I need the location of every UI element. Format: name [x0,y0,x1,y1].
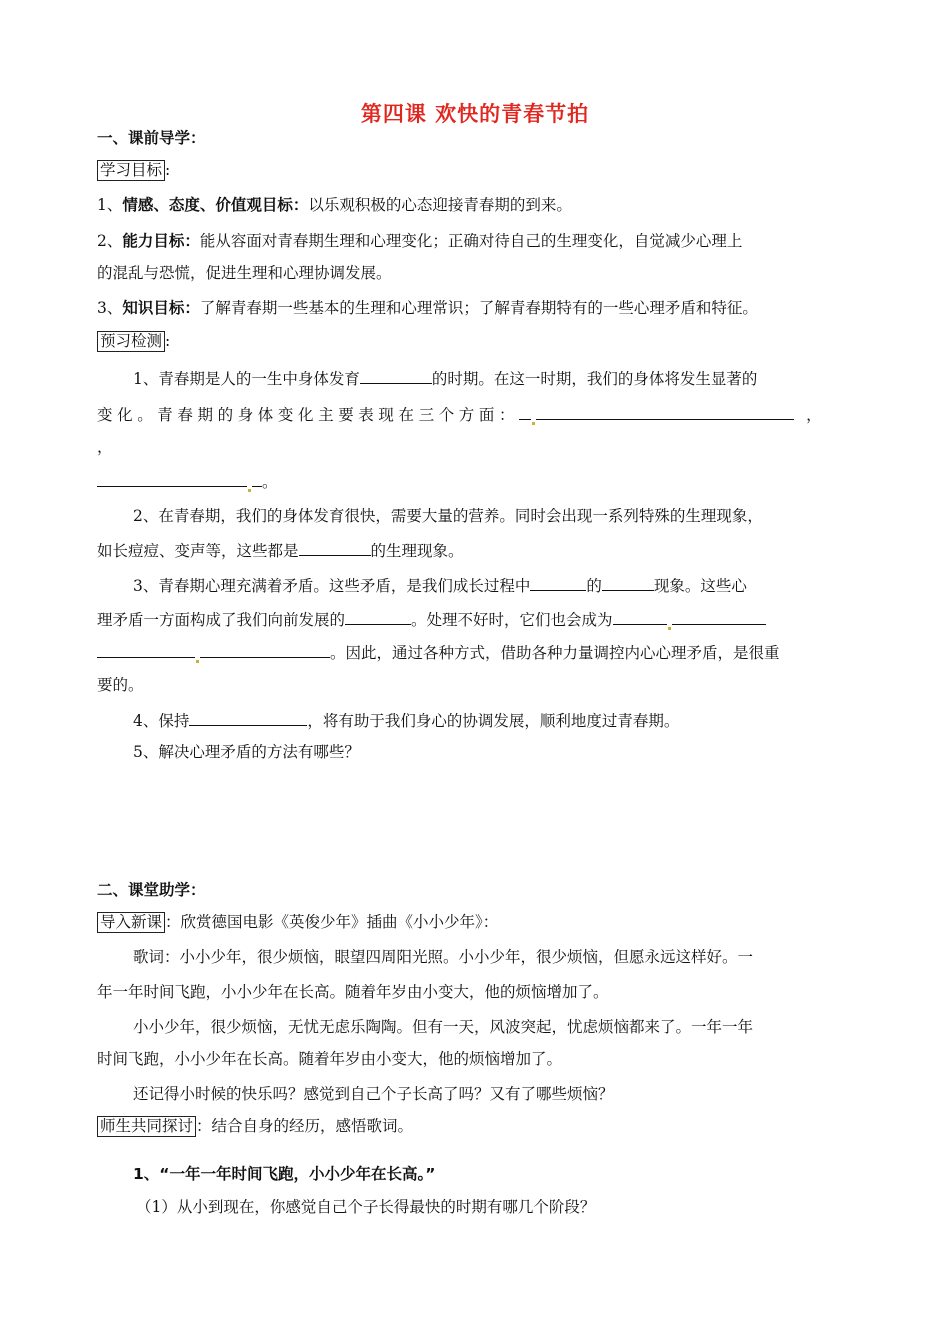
q4-blank[interactable] [189,709,307,726]
q2-text-b: 如长痘痘、变声等，这些都是 [97,542,299,560]
question-3-line4: 要的。 [97,676,144,694]
preview-box: 预习检测 [97,331,165,352]
q3-text-c: 现象。这些心 [653,577,747,595]
q1-text-a: 1、青春期是人的一生中身体发育 [133,370,360,388]
point-1-question: （1）从小到现在，你感觉自己个子长得最快的时期有哪几个阶段？ [136,1198,596,1216]
q4-text-b: ，将有助于我们身心的协调发展，顺利地度过青春期。 [307,712,680,730]
question-2-line1: 2、在青春期，我们的身体发育很快，需要大量的营养。同时会出现一系列特殊的生理现象， [133,507,763,525]
q3-blank-4a[interactable] [613,608,667,625]
mark-dot [668,627,671,630]
q3-blank-1[interactable] [530,574,586,591]
goal-3 [97,298,857,318]
q3-blank-4b[interactable] [672,608,766,625]
section-heading-2: 二、课堂助学： [97,881,206,899]
goals-box: 学习目标 [97,160,165,181]
section-heading-1: 一、课前导学： [97,129,206,147]
mark-dot [532,422,535,425]
q3-text-f: 。因此，通过各种方式，借助各种力量调控内心心理矛盾，是很重 [330,644,780,662]
q1-text-line2: 变化。青春期的身体变化主要表现在三个方面： [97,406,520,424]
mark-dot [248,489,251,492]
goal-1-text: 以乐观积极的心态迎接青春期的到来。 [308,196,572,214]
q1-blank-3b[interactable] [252,470,262,487]
document-title: 第四课 欢快的青春节拍 [360,102,590,126]
q3-text-d: 理矛盾一方面构成了我们向前发展的 [97,611,346,629]
q3-blank-5b[interactable] [200,641,330,658]
q3-blank-2[interactable] [602,574,654,591]
q1-blank-3[interactable] [97,470,247,487]
discuss-line [97,1116,857,1137]
goal-1-num: 1、 [97,196,123,214]
q3-text-b: 的 [586,577,602,595]
goal-2 [97,231,857,251]
goal-1 [97,195,857,215]
lyrics-1-line2: 年一年时间飞跑，小小少年在长高。随着年岁由小变大，他的烦恼增加了。 [97,983,609,1001]
q2-blank[interactable] [299,539,371,556]
q1-blank-2a[interactable] [519,403,531,420]
question-3-line1 [133,574,857,596]
question-3-line2 [97,608,857,630]
q2-text-c: 的生理现象。 [370,542,464,560]
question-4 [133,709,857,731]
goal-2-text: 能从容面对青春期生理和心理变化；正确对待自己的生理变化，自觉减少心理上 [199,232,743,250]
q1-blank-2[interactable] [536,403,794,420]
question-3-line3 [97,641,857,663]
q1-end: 。 [262,473,278,491]
lyrics-2-line1: 小小少年，很少烦恼，无忧无虑乐陶陶。但有一天，风波突起，忧虑烦恼都来了。一年一年 [133,1018,754,1036]
q1-text-b: 的时期。在这一时期，我们的身体将发生显著的 [431,370,758,388]
goal-2-continued: 的混乱与恐慌，促进生理和心理协调发展。 [97,264,392,282]
discuss-box: 师生共同探讨 [97,1116,196,1137]
intro-text: ：欣赏德国电影《英俊少年》插曲《小小少年》： [165,913,499,931]
question-2-line2 [97,539,857,561]
q1-blank-1[interactable] [360,367,432,384]
lyrics-1-line1: 歌词：小小少年，很少烦恼，眼望四周阳光照。小小少年，很少烦恼，但愿永远这样好。一 [133,948,754,966]
intro-line [97,912,857,933]
q3-blank-3[interactable] [345,608,411,625]
goal-2-bold: 能力目标： [122,232,200,250]
mark-dot [196,660,199,663]
discuss-text: ：结合自身的经历，感悟歌词。 [196,1117,414,1135]
question-1-line1 [133,367,857,389]
q3-text-a: 3、青春期心理充满着矛盾。这些矛盾，是我们成长过程中 [133,577,531,595]
goal-3-bold: 知识目标： [122,299,200,317]
q3-text-e: 。处理不好时，它们也会成为 [411,611,613,629]
goal-3-num: 3、 [97,299,123,317]
goals-label-line: 学习目标 : [97,160,857,181]
goal-1-bold: 情感、态度、价值观目标： [122,196,309,214]
question-1-line3: ， [97,438,113,456]
goal-2-num: 2、 [97,232,123,250]
q4-text-a: 4、保持 [133,712,190,730]
intro-box: 导入新课 [97,912,165,933]
goal-3-text: 了解青春期一些基本的生理和心理常识；了解青春期特有的一些心理矛盾和特征。 [199,299,758,317]
point-1-heading: 1、“一年一年时间飞跑，小小少年在长高。” [133,1165,436,1183]
question-5: 5、解决心理矛盾的方法有哪些？ [133,743,360,761]
recall-question: 还记得小时候的快乐吗？感觉到自己个子长高了吗？又有了哪些烦恼？ [133,1085,614,1103]
question-1-line4 [97,470,857,492]
q3-blank-5a[interactable] [97,641,195,658]
question-1-line2: 变化。青春期的身体变化主要表现在三个方面： ， [97,403,857,425]
preview-label-line: 预习检测 : [97,331,857,352]
lyrics-2-line2: 时间飞跑，小小少年在长高。随着年岁由小变大，他的烦恼增加了。 [97,1050,563,1068]
